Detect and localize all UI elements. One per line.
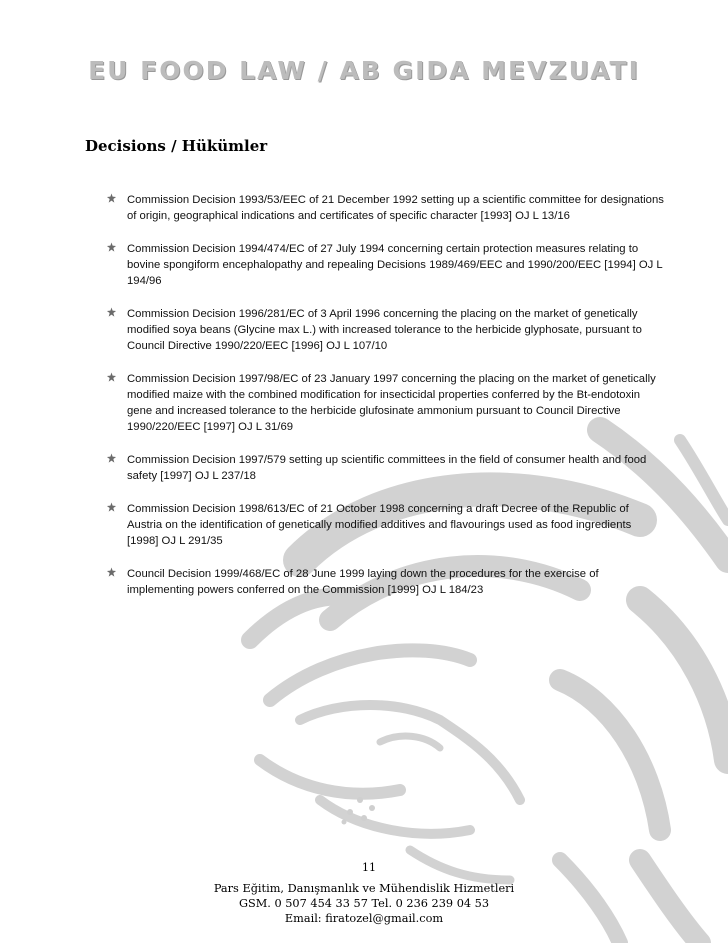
list-item bbox=[104, 371, 664, 435]
decision-text: Commission Decision 1993/53/EEC of 21 December 1992 setting up a scientific committee for designations of origin, geographical indications and certificates of specific character [1993] OJ L 13/16 bbox=[127, 194, 664, 222]
footer-phones: GSM. 0 507 454 33 57 Tel. 0 236 239 04 53 bbox=[238, 897, 490, 910]
section-heading: Decisions / Hükümler bbox=[85, 137, 268, 155]
decision-text: Commission Decision 1996/281/EC of 3 April 1996 concerning the placing on the market of genetically modified soya beans (Glycine max L.) with increased tolerance to the herbicide glyphosate, pursuant to Council Directive 1990/220/EEC [1996] OJ L 107/10 bbox=[127, 308, 642, 352]
star-bullet-icon bbox=[106, 567, 117, 578]
star-bullet-icon bbox=[106, 193, 117, 204]
decision-text: Commission Decision 1998/613/EC of 21 October 1998 concerning a draft Decree of the Republic of Austria on the identification of genetically modified additives and flavourings used as food ingredients [1998] OJ L 291/35 bbox=[127, 503, 632, 547]
decision-text: Commission Decision 1997/579 setting up scientific committees in the field of consumer health and food safety [1997] OJ L 237/18 bbox=[127, 454, 647, 482]
decision-list bbox=[104, 192, 664, 598]
star-bullet-icon bbox=[106, 307, 117, 318]
star-bullet-icon bbox=[106, 242, 117, 253]
star-bullet-icon bbox=[106, 502, 117, 513]
decision-text: Commission Decision 1997/98/EC of 23 January 1997 concerning the placing on the market of genetically modified maize with the combined modification for insecticidal properties conferred by the Bt-endotoxin gene and increased tolerance to the herbicide glufosinate ammonium pursuant to Council Directive 1990/220/EEC [1997] OJ L 31/69 bbox=[127, 373, 656, 433]
footer-company: Pars Eğitim, Danışmanlık ve Mühendislik Hizmetleri bbox=[213, 882, 515, 895]
page-footer bbox=[0, 861, 728, 926]
list-item bbox=[104, 501, 664, 549]
list-item bbox=[104, 306, 664, 354]
page-number: 11 bbox=[362, 861, 376, 874]
star-bullet-icon bbox=[106, 372, 117, 383]
page-header-title: EU FOOD LAW / AB GIDA MEVZUATI bbox=[88, 56, 640, 85]
star-bullet-icon bbox=[106, 453, 117, 464]
decision-text: Commission Decision 1994/474/EC of 27 July 1994 concerning certain protection measures relating to bovine spongiform encephalopathy and repealing Decisions 1989/469/EEC and 1990/200/EEC [1994] OJ L 194/96 bbox=[127, 243, 663, 287]
footer-email: Email: firatozel@gmail.com bbox=[284, 912, 444, 925]
list-item bbox=[104, 241, 664, 289]
list-item bbox=[104, 566, 664, 598]
decision-text: Council Decision 1999/468/EC of 28 June 1999 laying down the procedures for the exercise of implementing powers conferred on the Commission [1999] OJ L 184/23 bbox=[127, 568, 599, 596]
list-item bbox=[104, 452, 664, 484]
list-item bbox=[104, 192, 664, 224]
